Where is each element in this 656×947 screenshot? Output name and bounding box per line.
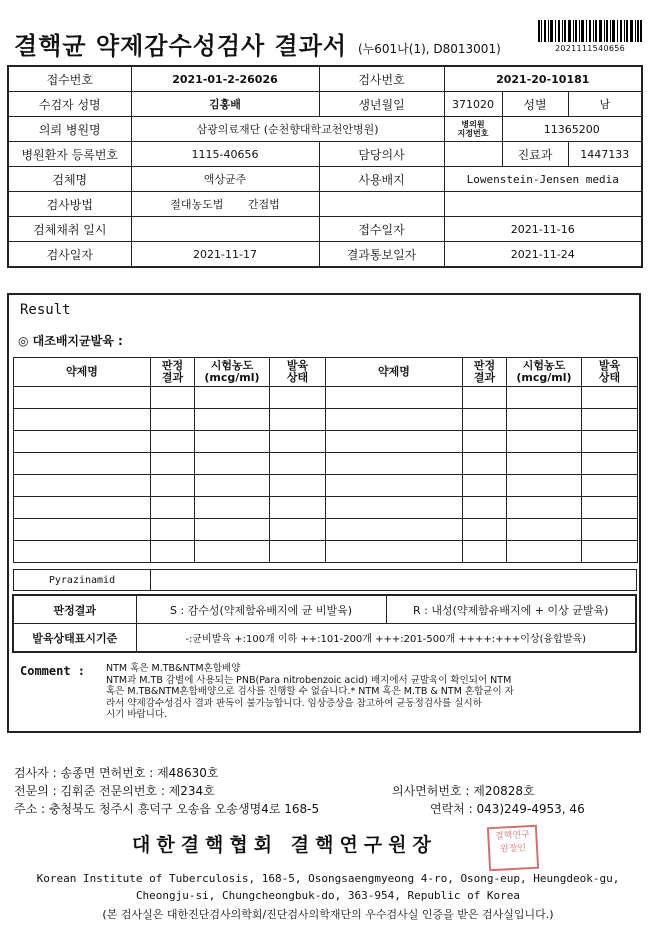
criteria-resistant: R : 내성(약제함유배지에 + 이상 균발육) [386,595,636,624]
test-no: 2021-20-10181 [444,66,642,92]
form-code: (누601나(1), D8013001) [358,42,501,56]
barcode-number: 2021111540656 [554,44,626,53]
drug-cell [326,431,463,453]
barcode-icon [538,20,642,42]
drug-cell [14,387,151,409]
method-label: 검사방법 [8,192,131,217]
drug-cell [14,497,151,519]
drug-cell [270,475,326,497]
english-address-2: Cheongju-si, Chungcheongbuk-do, 363-954, Republic of Korea [135,889,521,902]
collect-date-label: 검체채취 일시 [8,217,131,242]
drug-cell [151,475,195,497]
drug-cell [14,431,151,453]
drug-cell [326,475,463,497]
drug-cell [195,541,270,563]
drug-cell [582,541,638,563]
drug-cell [463,431,507,453]
table-row [14,475,638,497]
drug-cell [14,453,151,475]
test-date: 2021-11-17 [131,242,319,268]
drug-column-header: 시험농도 (mcg/ml) [195,358,270,387]
drug-cell [151,453,195,475]
table-row [14,387,638,409]
criteria-table [12,594,637,653]
drug-cell [195,497,270,519]
criteria-label: 판정결과 [13,595,136,624]
drug-cell [463,387,507,409]
comment-line: 혹은 M.TB&NTM혼합배양으로 검사를 진행할 수 없습니다.* NTM 혹은 M.TB & NTM 혼합균이 자 [106,686,514,697]
specimen-label: 검체명 [8,167,131,192]
tester-line: 검사자 : 송종면 면허번호 : 제48630호 [14,766,219,780]
comment-label: Comment : [20,664,86,678]
receipt-no-label: 접수번호 [8,66,131,92]
comment-line: NTM 혹은 M.TB&NTM혼합배양 [106,663,241,674]
drug-cell [151,431,195,453]
drug-cell [582,497,638,519]
drug-cell [151,541,195,563]
blank-cell [444,192,642,217]
drug-cell [151,387,195,409]
drug-cell [582,475,638,497]
comment-line: 라서 약제감수성검사 결과 판독이 불가능합니다. 임상증상을 참고하여 균동정검사를 실시하 [106,697,482,709]
hospital-label: 의뢰 병원명 [8,117,131,142]
certification-note: (본 검사실은 대한진단검사의학회/진단검사의학재단의 우수검사실 인증을 받은 검사실입니다.) [102,908,554,921]
sex: 남 [568,92,642,117]
drug-cell [270,409,326,431]
drug-column-header: 판정 결과 [463,358,507,387]
drug-cell [582,453,638,475]
comment-line: 시기 바랍니다. [106,709,168,720]
drug-cell [326,519,463,541]
drug-cell [507,475,582,497]
drug-cell [507,453,582,475]
drug-column-header: 약제명 [14,358,151,387]
drug-cell [195,387,270,409]
drug-column-header: 판정 결과 [151,358,195,387]
drug-cell [582,519,638,541]
drug-cell [270,431,326,453]
drug-cell [463,453,507,475]
drug-cell [195,431,270,453]
organization-name: 대한결핵협회 결핵연구원장 [132,834,437,856]
drug-cell [14,475,151,497]
drug-cell [151,519,195,541]
drug-cell [270,541,326,563]
table-row [14,431,638,453]
table-row [14,497,638,519]
drug-cell [507,541,582,563]
drug-column-header: 약제명 [326,358,463,387]
birth-label: 생년월일 [319,92,444,117]
table-row [14,409,638,431]
official-seal: 결핵연구원장인 [487,825,539,872]
drug-cell [463,475,507,497]
hospital-name: 삼광의료재단 (순천향대학교천안병원) [131,117,444,142]
dept-label: 진료과 [502,142,568,167]
drug-cell [582,387,638,409]
report-date-label: 결과통보일자 [319,242,444,268]
drug-cell [270,519,326,541]
test-no-label: 검사번호 [319,66,444,92]
comment-line: NTM과 M.TB 감별에 사용되는 PNB(Para nitrobenzoic acid) 배지에서 균발육이 확인되어 NTM [106,674,512,686]
drug-cell [463,519,507,541]
specimen: 액상균주 [131,167,319,192]
drug-cell [326,409,463,431]
english-address-1: Korean Institute of Tuberculosis, 168-5, Osongsaengmyeong 4-ro, Osong-eup, Heungdeok-gu, [36,872,620,885]
address-line: 주소 : 충청북도 청주시 흥덕구 오송읍 오송생명4로 168-5 [14,802,320,816]
receive-date: 2021-11-16 [444,217,642,242]
method-indirect: 간접법 [247,198,280,211]
drug-cell [195,519,270,541]
hospital-code-label [444,117,502,142]
table-row [14,453,638,475]
comment-text [106,663,626,721]
drug-cell [195,475,270,497]
pyrazinamide-table [13,569,637,591]
drug-cell [326,453,463,475]
patient-name: 김홍배 [131,92,319,117]
growth-legend-label: 발육상태표시기준 [13,624,136,653]
drug-column-header: 발육 상태 [270,358,326,387]
drug-cell [195,409,270,431]
drug-cell [270,453,326,475]
table-row [14,541,638,563]
birth-date: 371020 [444,92,502,117]
doctor-label: 담당의사 [319,142,444,167]
drug-cell [507,409,582,431]
drug-cell [507,519,582,541]
growth-legend: -:균비발육 +:100개 이하 ++:101-200개 +++:201-500개 ++++:+++이상(융합발육) [136,624,636,653]
method [131,192,319,217]
blank-cell [319,192,444,217]
drug-cell [14,541,151,563]
drug-cell [507,497,582,519]
drug-cell [463,409,507,431]
specialist-line: 전문의 : 김휘준 전문의번호 : 제234호 [14,784,215,798]
drug-cell [463,541,507,563]
pyrazinamide-result [151,570,637,591]
drug-result-table [13,357,638,563]
reg-no-label: 병원환자 등록번호 [8,142,131,167]
patient-name-label: 수검자 성명 [8,92,131,117]
reg-no: 1115-40656 [131,142,319,167]
doctor-name [444,142,502,167]
receipt-no: 2021-01-2-26026 [131,66,319,92]
test-date-label: 검사일자 [8,242,131,268]
contact-line: 연락처 : 043)249-4953, 46 [430,802,585,816]
drug-cell [14,519,151,541]
drug-column-header: 발육 상태 [582,358,638,387]
drug-cell [151,497,195,519]
pyrazinamide-label: Pyrazinamid [14,570,151,591]
report-date: 2021-11-24 [444,242,642,268]
sex-label: 성별 [502,92,568,117]
drug-cell [582,431,638,453]
method-absolute: 절대농도법 [170,198,224,211]
medium-label: 사용배지 [319,167,444,192]
drug-cell [582,409,638,431]
drug-cell [14,409,151,431]
drug-cell [326,387,463,409]
drug-cell [463,497,507,519]
drug-column-header: 시험농도 (mcg/ml) [507,358,582,387]
receive-date-label: 접수일자 [319,217,444,242]
result-title: Result [20,302,71,318]
dept-code: 1447133 [568,142,642,167]
document-title: 결핵균 약제감수성검사 결과서 [14,31,348,60]
patient-info-table [7,65,643,268]
criteria-susceptible: S : 감수성(약제함유배지에 균 비발육) [136,595,386,624]
drug-cell [507,387,582,409]
license-line: 의사면허번호 : 제20828호 [392,784,535,798]
collect-date [131,217,319,242]
control-growth-heading: ◎ 대조배지균발육 : [18,334,123,348]
drug-cell [195,453,270,475]
drug-cell [270,387,326,409]
table-row [14,519,638,541]
hospital-code-label-1: 병의원 [461,120,485,129]
drug-cell [151,409,195,431]
drug-cell [326,541,463,563]
hospital-code-label-2: 지정번호 [457,129,489,138]
hospital-code: 11365200 [502,117,642,142]
drug-cell [507,431,582,453]
drug-cell [326,497,463,519]
drug-cell [270,497,326,519]
medium: Lowenstein-Jensen media [444,167,642,192]
